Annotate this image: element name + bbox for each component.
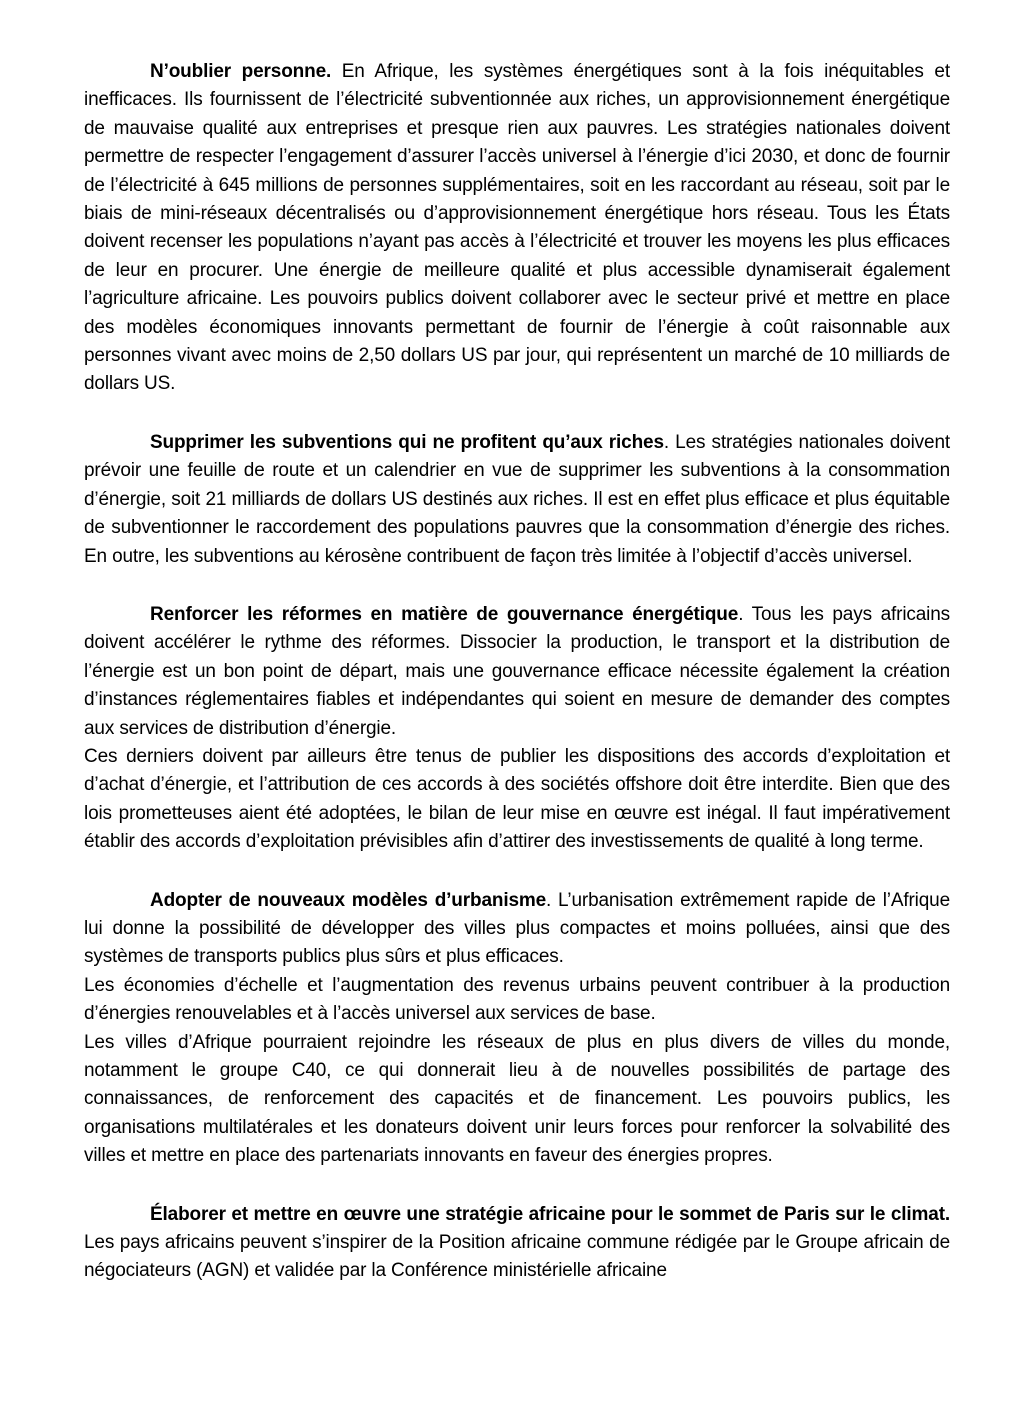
paragraph-text: . L’urbanisation extrêmement rapide de l’Afrique lui donne la possibilité de développer des villes plus compactes et moins polluées, ainsi que des systèmes de transports publics plus sûrs et plus efficaces. — [84, 889, 950, 968]
paragraph — [84, 58, 950, 399]
paragraph-text: Ces derniers doivent par ailleurs être tenus de publier les dispositions des accords d’exploitation et d’achat d’énergie, et l’attribution de ces accords à des sociétés offshore doit être interdite. Bien que des lois prometteuses aient été adoptées, le bilan de leur mise en œuvre est inégal. Il faut impérativement établir des accords d’exploitation prévisibles afin d’attirer des investissements de qualité à long terme. — [84, 745, 950, 853]
paragraph — [84, 972, 950, 1029]
paragraph — [84, 429, 950, 571]
paragraph — [84, 1201, 950, 1286]
paragraph — [84, 887, 950, 972]
paragraph-lead: Supprimer les subventions qui ne profitent qu’aux riches — [150, 431, 664, 453]
paragraph-text: Les économies d’échelle et l’augmentation des revenus urbains peuvent contribuer à la production d’énergies renouvelables et à l’accès universel aux services de base. — [84, 974, 950, 1025]
paragraph-text: Les pays africains peuvent s’inspirer de la Position africaine commune rédigée par le Groupe africain de négociateurs (AGN) et validée par la Conférence ministérielle africaine — [84, 1232, 950, 1282]
section-supprimer-subventions — [84, 429, 950, 571]
paragraph — [84, 601, 950, 743]
paragraph-lead: Adopter de nouveaux modèles d’urbanisme — [150, 889, 547, 911]
section-adopter-urbanisme — [84, 887, 950, 1171]
paragraph-text: . Les stratégies nationales doivent prévoir une feuille de route et un calendrier en vue de supprimer les subventions à la consommation d’énergie, soit 21 milliards de dollars US destinés aux riches. Il est en effet plus efficace et plus équitable de subventionner le raccordement des populations pauvres que la consommation d’énergie des riches. En outre, les subventions au kérosène contribuent de façon très limitée à l’objectif d’accès universel. — [84, 431, 950, 567]
paragraph — [84, 743, 950, 857]
paragraph-text: En Afrique, les systèmes énergétiques sont à la fois inéquitables et inefficaces. Ils fournissent de l’électricité subventionnée aux riches, un approvisionnement énergétique de mauvaise qualité aux entreprises et presque rien aux pauvres. Les stratégies nationales doivent permettre de respecter l’engagement d’assurer l’accès universel à l’énergie d’ici 2030, et donc de fournir de l’électricité à 645 millions de personnes supplémentaires, soit en les raccordant au réseau, soit par le biais de mini-réseaux décentralisés ou d’approvisionnement énergétique hors réseau. Tous les États doivent recenser les populations n’ayant pas accès à l’électricité et trouver les moyens les plus efficaces de leur en procurer. Une énergie de meilleure qualité et plus accessible dynamiserait également l’agriculture africaine. Les pouvoirs publics doivent collaborer avec le secteur privé et mettre en place des modèles économiques innovants permettant de fournir de l’énergie à coût raisonnable aux personnes vivant avec moins de 2,50 dollars US par jour, qui représentent un marché de 10 milliards de dollars US. — [84, 61, 950, 395]
section-noublier-personne — [84, 58, 950, 399]
section-elaborer-strategie-paris — [84, 1201, 950, 1286]
paragraph-text: Les villes d’Afrique pourraient rejoindre les réseaux de plus en plus divers de villes du monde, notamment le groupe C40, ce qui donnerait lieu à de nouvelles possibilités de partage des connaissances, de renforcement des capacités et de financement. Les pouvoirs publics, les organisations multilatérales et les donateurs doivent unir leurs forces pour renforcer la solvabilité des villes et mettre en place des partenariats innovants en faveur des énergies propres. — [84, 1031, 950, 1167]
paragraph-lead: Renforcer les réformes en matière de gouvernance énergétique — [150, 603, 739, 625]
paragraph-lead: N’oublier personne. — [150, 61, 332, 82]
paragraph-lead: Élaborer et mettre en œuvre une stratégie africaine pour le sommet de Paris sur le climat. — [150, 1203, 950, 1225]
paragraph-text: . Tous les pays africains doivent accélérer le rythme des réformes. Dissocier la production, le transport et la distribution de l’énergie est un bon point de départ, mais une gouvernance efficace nécessite également la création d’instances réglementaires fiables et indépendantes qui soient en mesure de demander des comptes aux services de distribution d’énergie. — [84, 603, 950, 739]
paragraph — [84, 1029, 950, 1171]
section-renforcer-reformes — [84, 601, 950, 857]
